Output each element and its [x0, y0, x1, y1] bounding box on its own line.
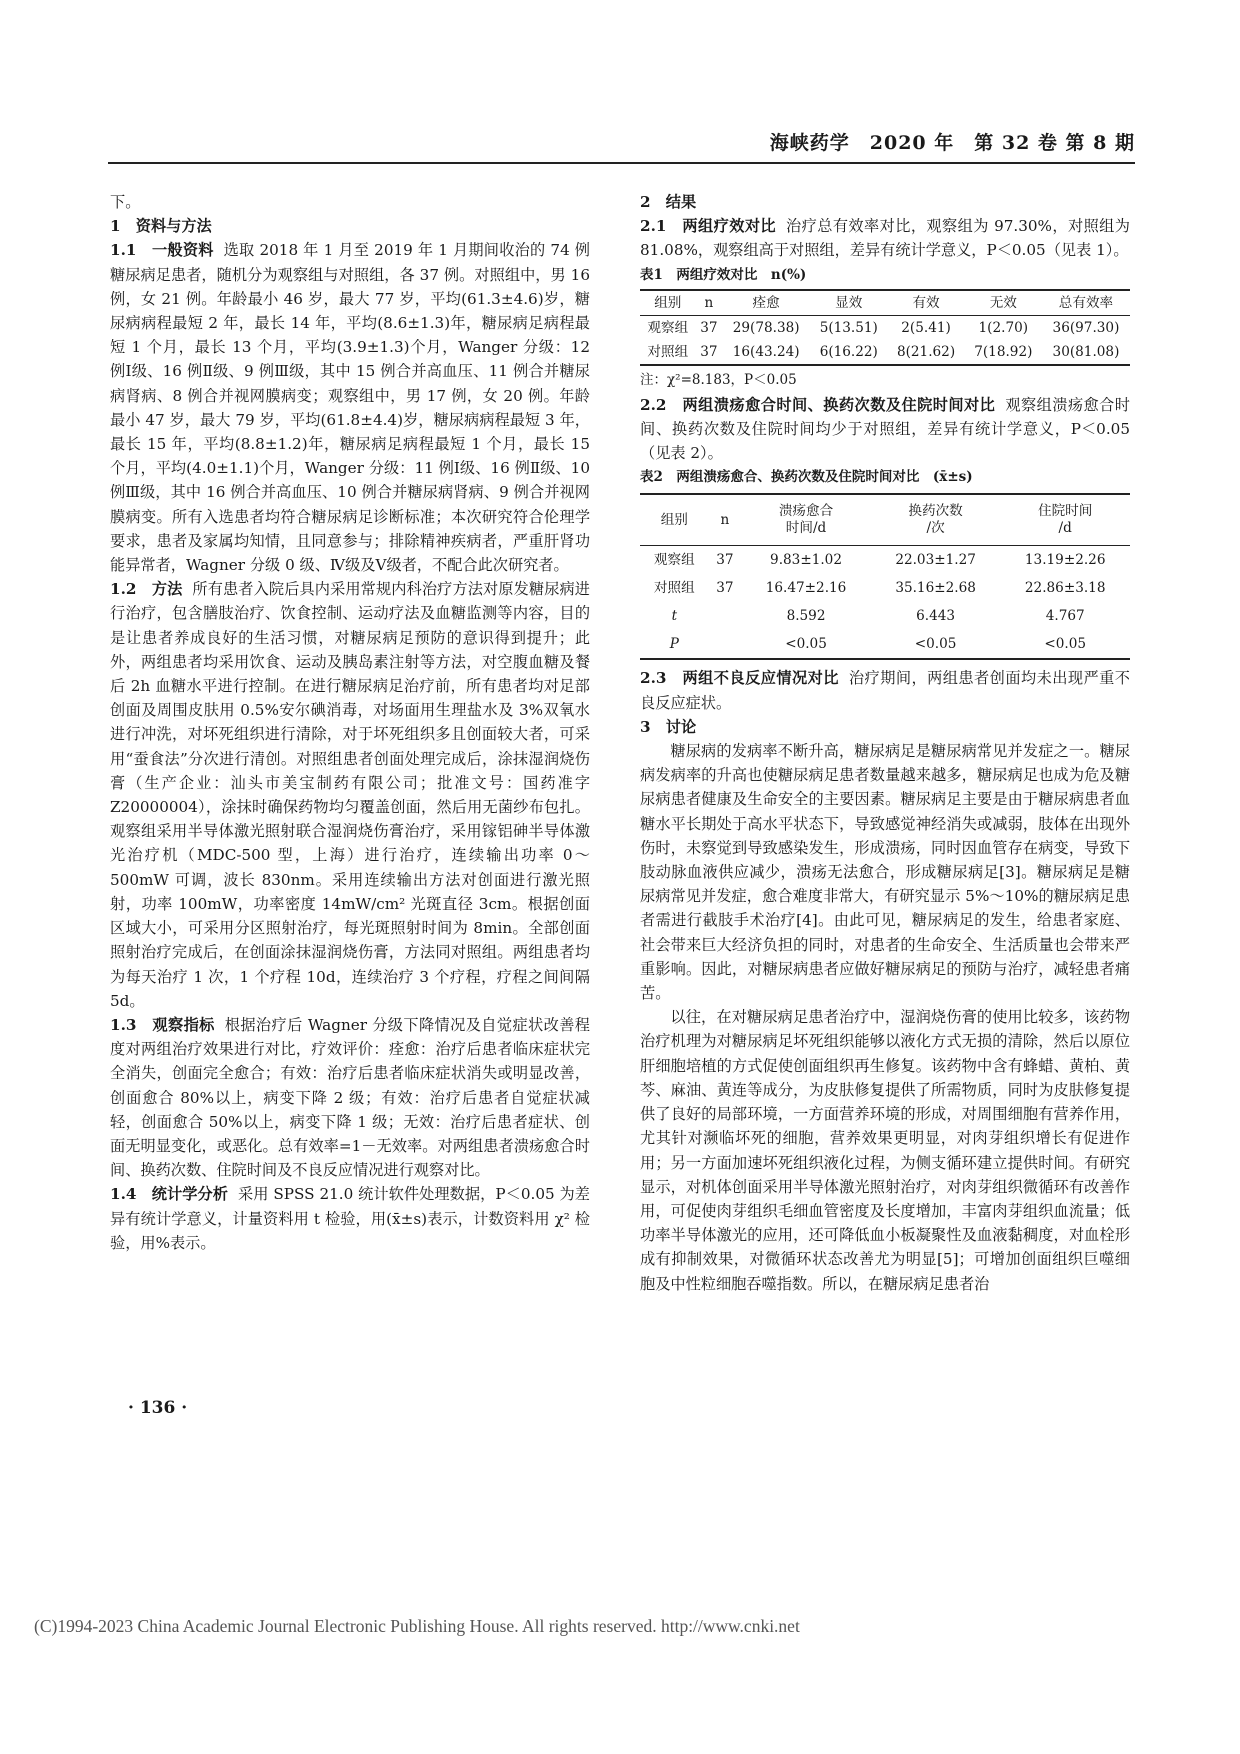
section-2-2	[640, 393, 1130, 466]
section-1-2	[110, 577, 590, 1013]
table-1-cell: 8(21.62)	[887, 340, 964, 365]
right-column	[640, 190, 1130, 1296]
section-2-1	[640, 214, 1130, 262]
table-2-cell: 4.767	[1045, 608, 1085, 625]
table-1-header-cell: 有效	[887, 290, 964, 316]
discussion-paragraph-1: 糖尿病的发病率不断升高，糖尿病足是糖尿病常见并发症之一。糖尿病发病率的升高也使糖尿病足患者数量越来越多，糖尿病足也成为危及糖尿病患者健康及生命安全的主要因素。糖尿病足主要是由于糖尿病患者血糖水平长期处于高水平状态下，导致感觉神经消失或减弱，肢体在出现外伤时，未察觉到导致感染发生，形成溃疡，同时因血管存在病变，导致下肢动脉血液供应减少，溃疡无法愈合，形成糖尿病足[3]。糖尿病足是糖尿病常见并发症，愈合难度非常大，有研究显示 5%～10%的糖尿病足患者需进行截肢手术治疗[4]。由此可见，糖尿病足的发生，给患者家庭、社会带来巨大经济负担的同时，对患者的生命安全、生活质量也会带来严重影响。因此，对糖尿病患者应做好糖尿病足的预防与治疗，减轻患者痛苦。	[640, 742, 1130, 1003]
section-1-4-label: 1.4 统计学分析	[110, 1185, 228, 1204]
section-2-2-text: 观察组溃疡愈合时间、换药次数及住院时间均少于对照组，差异有统计学意义，P＜0.05（见表 2）。	[640, 395, 1130, 463]
table-2-header-cell: 组别	[640, 494, 709, 546]
table-1-cell: 30(81.08)	[1042, 340, 1130, 365]
left-column	[110, 190, 590, 1255]
table-2-cell: 9.83±1.02	[770, 552, 842, 569]
table-1-body	[640, 316, 1130, 366]
journal-header: 海峡药学 2020 年 第 32 卷 第 8 期	[769, 132, 1135, 154]
section-2-3	[640, 666, 1130, 714]
section-1-2-label: 1.2 方法	[110, 580, 183, 599]
section-2-heading: 2 结果	[640, 193, 697, 211]
section-2-3-label: 2.3 两组不良反应情况对比	[640, 669, 839, 688]
table-1-cell: 37	[696, 340, 722, 365]
table-2-cell: P	[640, 630, 709, 659]
table-1-cell: 5(13.51)	[819, 320, 878, 337]
table-2-cell: 22.03±1.27	[895, 552, 976, 569]
table-1-header-cell: 总有效率	[1042, 290, 1130, 316]
table-1-row	[640, 340, 1130, 365]
table-1-header-cell: 痊愈	[722, 290, 810, 316]
section-1-1-text: 选取 2018 年 1 月至 2019 年 1 月期间收治的 74 例糖尿病足患者，随机分为观察组与对照组，各 37 例。对照组中，男 16 例，女 21 例。年龄最小 46 岁，最大 77 岁，平均(61.3±4.6)岁，糖尿病病程最短 2 年，最长 14 年，平均(8.6±1.3)年，糖尿病足病程最短 1 个月，最长 13 个月，平均(3.9±1.3)个月，Wanger 分级：12 例Ⅰ级、16 例Ⅱ级、9 例Ⅲ级，其中 15 例合并高血压、11 例合并糖尿病肾病、8 例合并视网膜病变；观察组中，男 17 例，女 20 例。年龄最小 47 岁，最大 79 岁，平均(61.8±4.4)岁，糖尿病病程最短 3 年，最长 15 年，平均(8.8±1.2)年，糖尿病足病程最短 1 个月，最长 15 个月，平均(4.0±1.1)个月，Wanger 分级：11 例Ⅰ级、16 例Ⅱ级、10 例Ⅲ级，其中 16 例合并高血压、10 例合并糖尿病肾病、9 例合并视网膜病变。所有入选患者均符合糖尿病足诊断标准；本次研究符合伦理学要求，患者及家属均知情，且同意参与；排除精神疾病者，严重肝肾功能异常者，Wagner 分级 0 级、Ⅳ级及Ⅴ级者，不配合此次研究者。	[110, 241, 590, 575]
section-1-1-label: 1.1 一般资料	[110, 241, 214, 260]
section-1-4	[110, 1182, 590, 1255]
table-2-cell: 6.443	[916, 608, 956, 625]
discussion-paragraph-2: 以往，在对糖尿病足患者治疗中，湿润烧伤膏的使用比较多，该药物治疗机理为对糖尿病足坏死组织能够以液化方式无损的清除，然后以原位肝细胞培植的方式促使创面组织再生修复。该药物中含有蜂蜡、黄柏、黄芩、麻油、黄连等成分，为皮肤修复提供了所需物质，同时为皮肤修复提供了良好的局部环境，一方面营养环境的形成，对周围细胞有营养作用，尤其针对濒临坏死的细胞，营养效果更明显，对肉芽组织增长有促进作用；另一方面加速坏死组织液化过程，为侧支循环建立提供时间。有研究显示，对机体创面采用半导体激光照射治疗，对肉芽组织微循环有改善作用，可促使肉芽组织毛细血管密度及长度增加，丰富肉芽组织血流量；低功率半导体激光的应用，还可降低血小板凝聚性及血液黏稠度，对血栓形成有抑制效果，对微循环状态改善尤为明显[5]；可增加创面组织巨噬细胞及中性粒细胞吞噬指数。所以，在糖尿病足患者治	[640, 1008, 1130, 1293]
table-1-note: 注：χ²=8.183，P＜0.05	[640, 372, 797, 389]
table-2-cell: 37	[716, 552, 734, 569]
section-1-heading: 1 资料与方法	[110, 217, 212, 236]
table-2-header-row	[640, 494, 1130, 546]
table-2-cell: <0.05	[741, 630, 871, 659]
table-2-title: 表2 两组溃疡愈合、换药次数及住院时间对比 (x̄±s)	[640, 469, 973, 486]
section-1-2-text: 所有患者入院后具内采用常规内科治疗方法对原发糖尿病进行治疗，包含膳肢治疗、饮食控制、运动疗法及血糖监测等内容，目的是让患者养成良好的生活习惯，对糖尿病足预防的意识得到提升；此外，两组患者均采用饮食、运动及胰岛素注射等方法，对空腹血糖及餐后 2h 血糖水平进行控制。在进行糖尿病足治疗前，所有患者均对足部创面及周围皮肤用 0.5%安尔碘消毒，对场面用生理盐水及 3%双氧水进行冲洗，对坏死组织进行清除，对于坏死组织多且创面较大者，可采用“蚕食法”分次进行清创。对照组患者创面处理完成后，涂抹湿润烧伤膏（生产企业：汕头市美宝制药有限公司；批准文号：国药准字 Z20000004），涂抹时确保药物均匀覆盖创面，然后用无菌纱布包扎。观察组采用半导体激光照射联合湿润烧伤膏治疗，采用镓铝砷半导体激光治疗机（MDC-500 型，上海）进行治疗，连续输出功率 0～500mW 可调，波长 830nm。采用连续输出方法对创面进行激光照射，功率 100mW，功率密度 14mW/cm² 光斑直径 3cm。根据创面区域大小，可采用分区照射治疗，每光斑照射时间为 8min。全部创面照射治疗完成后，在创面涂抹湿润烧伤膏，方法同对照组。两组患者均为每天治疗 1 次，1 个疗程 10d，连续治疗 3 个疗程，疗程之间间隔 5d。	[110, 580, 590, 1010]
section-1-3	[110, 1013, 590, 1182]
table-2-cell: 观察组	[653, 552, 695, 569]
table-1-header-cell: n	[696, 290, 722, 316]
table-2-cell: 13.19±2.26	[1024, 552, 1106, 569]
section-3-heading: 3 讨论	[640, 717, 697, 736]
table-1-header-cell: 组别	[640, 290, 696, 316]
table-1-cell: 37	[700, 320, 718, 337]
table-1-cell: 7(18.92)	[965, 340, 1042, 365]
intro-text: 下。	[110, 193, 141, 211]
section-1-3-label: 1.3 观察指标	[110, 1015, 215, 1034]
table-2-cell: 8.592	[786, 608, 826, 625]
table-2-cell	[709, 602, 742, 630]
table-1-cell: 1(2.70)	[978, 320, 1029, 337]
table-1-cell: 29(78.38)	[732, 320, 800, 337]
table-2-cell: 37	[716, 580, 734, 597]
table-2-header-cell: 换药次数 /次	[871, 494, 1001, 546]
table-2-cell: 对照组	[653, 580, 695, 597]
table-2-row	[640, 546, 1130, 575]
table-2-cell: 35.16±2.68	[895, 580, 976, 597]
table-1-cell: 观察组	[647, 320, 689, 337]
table-2-cell: t	[671, 608, 678, 625]
table-1-cell: 2(5.41)	[901, 320, 951, 337]
section-1-3-text: 根据治疗后 Wagner 分级下降情况及自觉症状改善程度对两组治疗效果进行对比，疗效评价：痊愈：治疗后患者临床症状完全消失，创面完全愈合；有效：治疗后患者临床症状消失或明显改善，创面愈合 80%以上，病变下降 2 级；有效：治疗后患者自觉症状减轻，创面愈合 50%以上，病变下降 1 级；无效：治疗后患者症状、创面无明显变化，或恶化。总有效率=1－无效率。对两组患者溃疡愈合时间、换药次数、住院时间及不良反应情况进行观察对比。	[110, 1015, 590, 1180]
section-2-3-text: 治疗期间，两组患者创面均未出现严重不良反应症状。	[640, 669, 1130, 712]
table-1-header-cell: 无效	[965, 290, 1042, 316]
table-2	[640, 493, 1130, 660]
table-1-cell: 16(43.24)	[722, 340, 810, 365]
section-2-2-label: 2.2 两组溃疡愈合时间、换药次数及住院时间对比	[640, 395, 996, 414]
table-2-cell: 22.86±3.18	[1024, 580, 1106, 597]
table-2-cell: <0.05	[1000, 630, 1130, 659]
table-2-header-cell: 溃疡愈合 时间/d	[741, 494, 871, 546]
table-1-title: 表1 两组疗效对比 n(%)	[640, 266, 807, 283]
table-2-cell: 16.47±2.16	[765, 580, 847, 597]
section-2-1-label: 2.1 两组疗效对比	[640, 217, 777, 236]
table-1-cell: 36(97.30)	[1052, 320, 1120, 337]
table-2-header-cell: 住院时间 /d	[1000, 494, 1130, 546]
table-2-row	[640, 574, 1130, 602]
table-1-row	[640, 316, 1130, 341]
table-2-header-cell: n	[709, 494, 742, 546]
table-2-cell	[709, 630, 742, 659]
section-1-1	[110, 238, 590, 577]
table-1-header-cell: 显效	[810, 290, 887, 316]
section-1-4-text: 采用 SPSS 21.0 统计软件处理数据，P＜0.05 为差异有统计学意义，计量资料用 t 检验，用(x̄±s)表示，计数资料用 χ² 检验，用%表示。	[110, 1185, 590, 1252]
table-2-cell: <0.05	[871, 630, 1001, 659]
copyright-footer: (C)1994-2023 China Academic Journal Electronic Publishing House. All rights reserved. http://www.cnki.net	[34, 1616, 800, 1636]
section-2-1-text: 治疗总有效率对比，观察组为 97.30%，对照组为 81.08%，观察组高于对照组，差异有统计学意义，P＜0.05（见表 1）。	[640, 217, 1130, 260]
table-1-cell: 对照组	[640, 340, 696, 365]
table-1	[640, 289, 1130, 367]
table-2-row	[640, 630, 1130, 659]
table-1-cell: 6(16.22)	[810, 340, 887, 365]
header-rule	[108, 162, 1135, 164]
table-2-row	[640, 602, 1130, 630]
table-1-header-row	[640, 290, 1130, 316]
table-2-body	[640, 546, 1130, 660]
page-number: · 136 ·	[128, 1398, 188, 1418]
